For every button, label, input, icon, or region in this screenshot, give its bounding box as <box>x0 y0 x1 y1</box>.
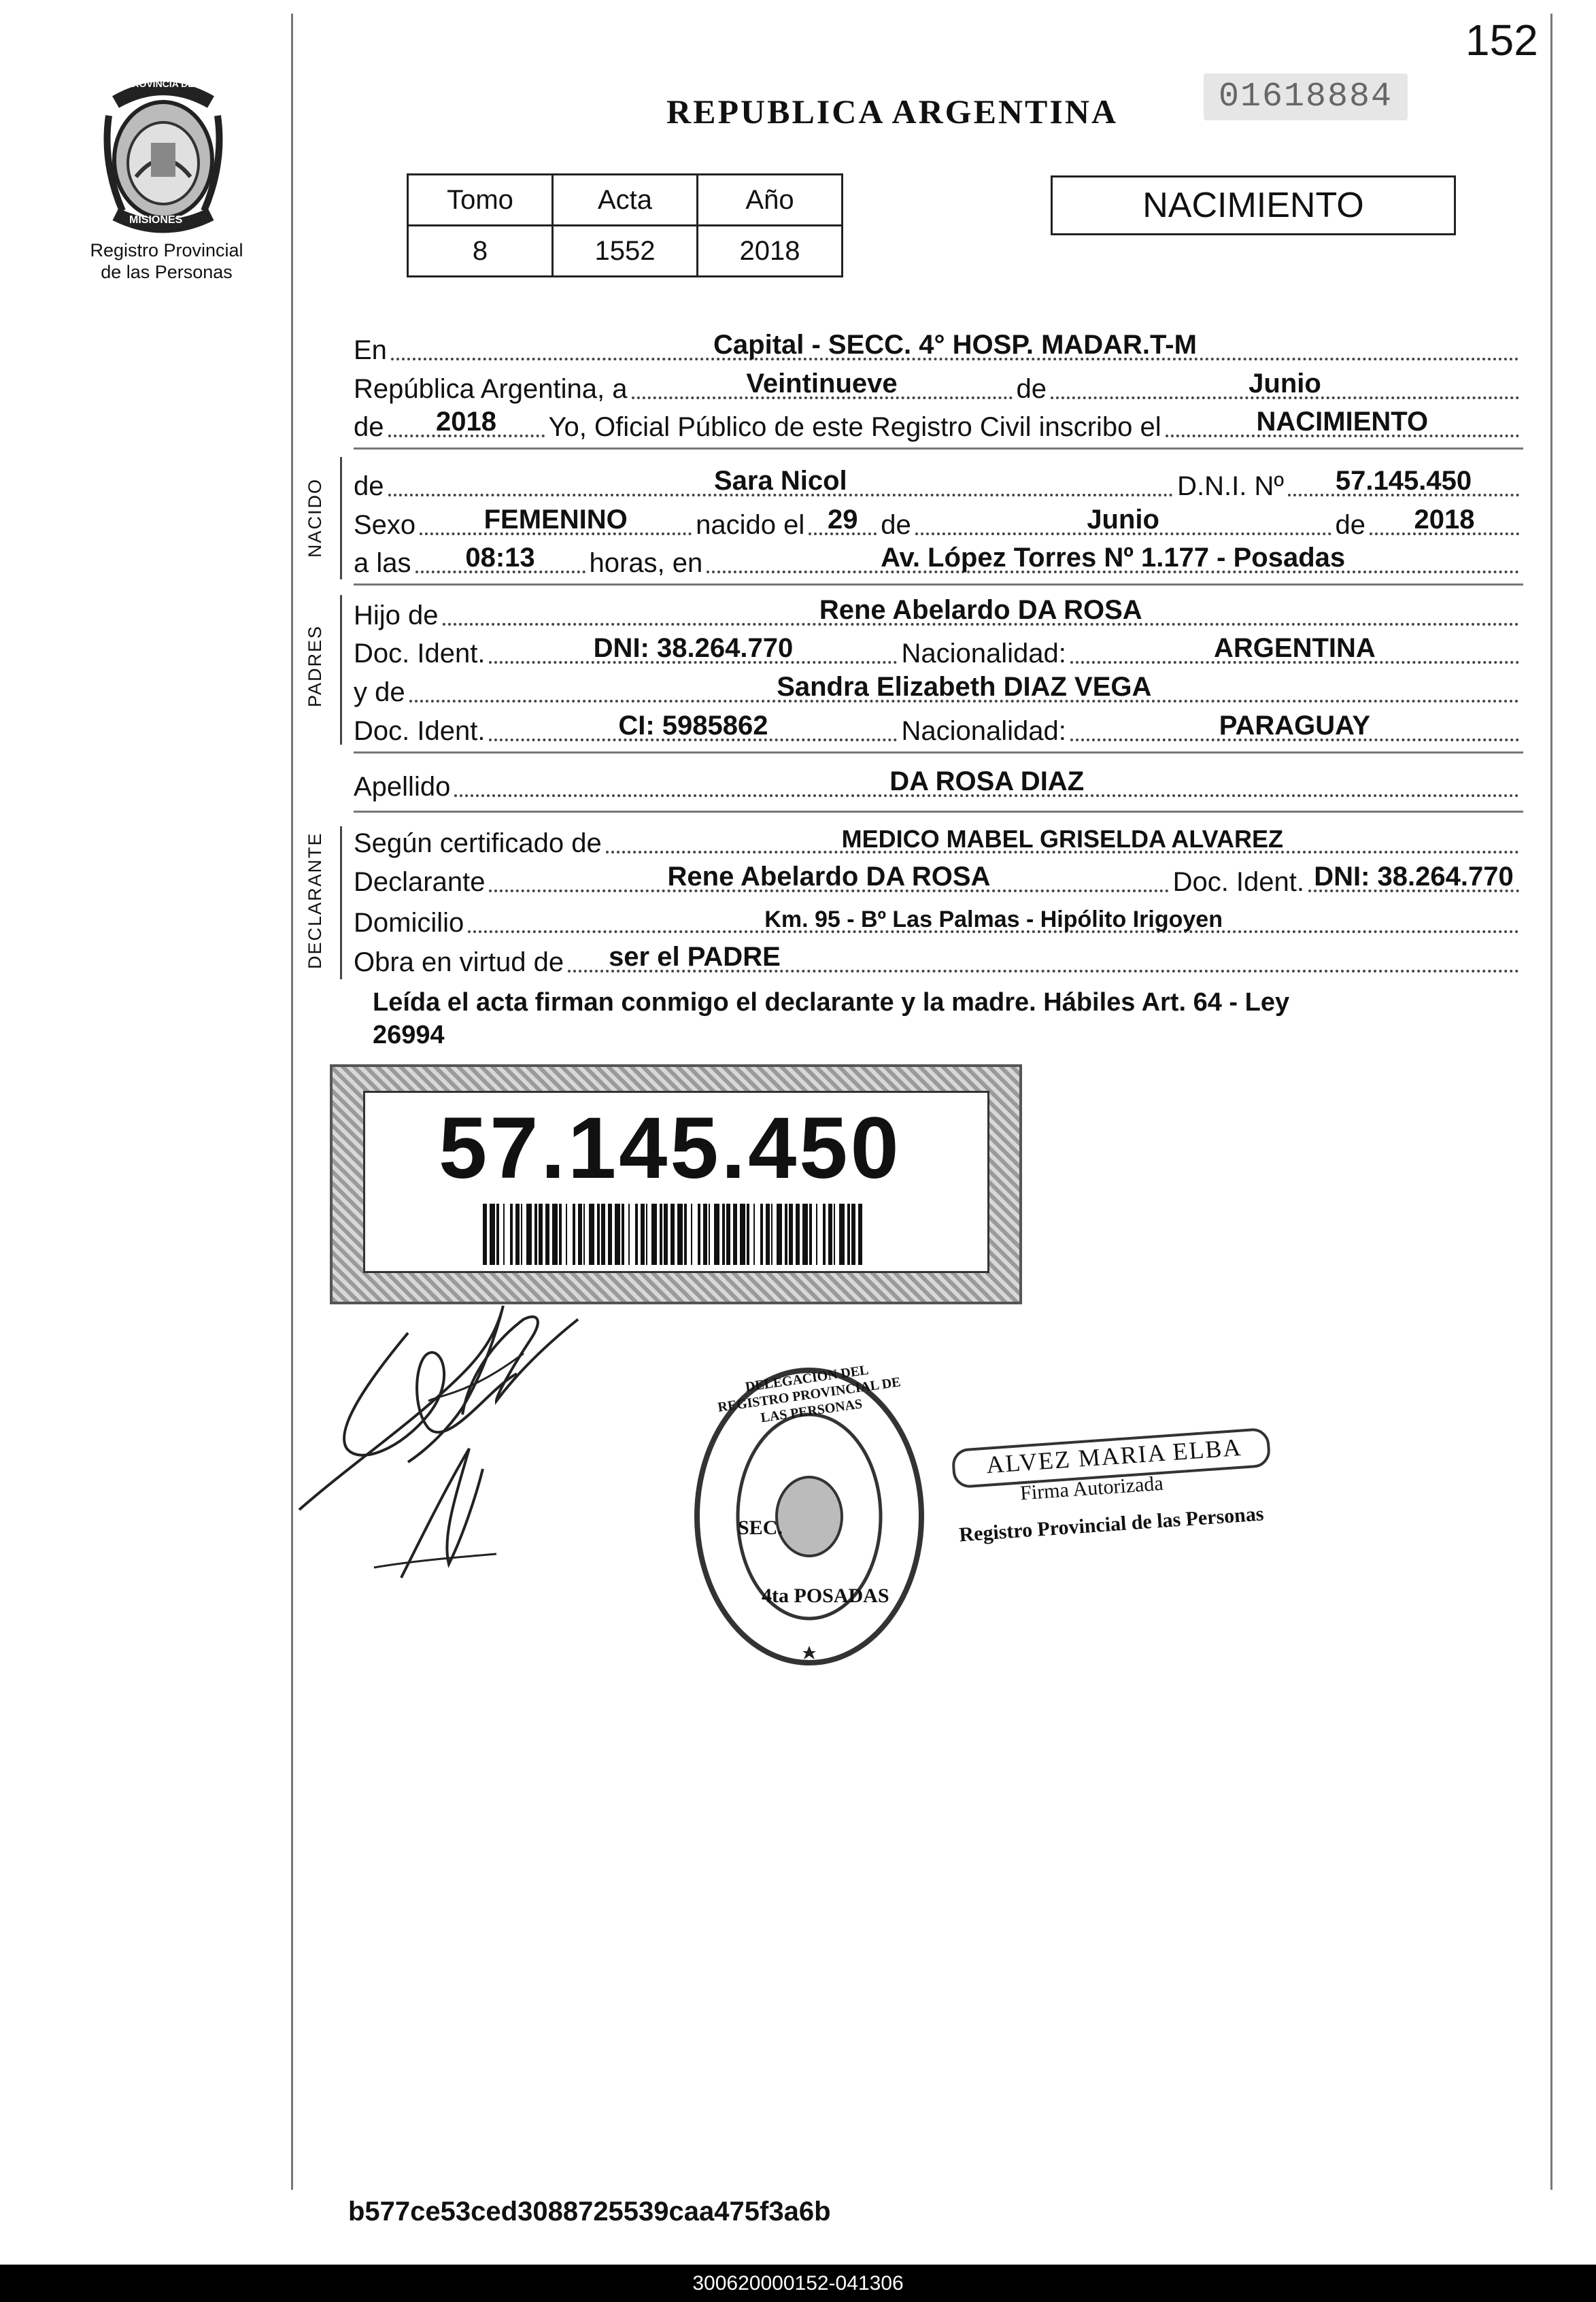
barcode-bar <box>615 1204 620 1265</box>
fill-father-doc <box>489 630 897 664</box>
province-emblem <box>88 75 238 238</box>
fill-mother-nat <box>1070 707 1519 741</box>
label-sexo: Sexo <box>354 510 416 540</box>
barcode-bar <box>589 1204 594 1265</box>
padres-section-bar <box>340 595 342 745</box>
seal-center-left: SEC. <box>738 1517 783 1539</box>
barcode-bar <box>534 1204 537 1265</box>
value-dni: 57.145.450 <box>1335 466 1472 496</box>
label-horas: horas, en <box>589 548 703 578</box>
registry-caption-line1: Registro Provincial <box>90 240 243 260</box>
fill-en <box>391 326 1519 360</box>
fill-cert <box>606 819 1519 853</box>
fill-father-nat <box>1070 630 1519 664</box>
value-en: Capital - SECC. 4° HOSP. MADAR.T-M <box>713 330 1197 360</box>
row-republica <box>354 365 1523 406</box>
record-header-acta: Acta <box>553 175 698 226</box>
barcode-bar <box>559 1204 562 1265</box>
row-declarante <box>354 858 1523 899</box>
seal-ring-text: DELEGACION DEL REGISTRO PROVINCIAL DE LAS PERSONAS <box>717 1362 902 1426</box>
value-apellido: DA ROSA DIAZ <box>889 766 1085 796</box>
label-a-las: a las <box>354 548 411 578</box>
label-father-nat: Nacionalidad: <box>901 639 1066 668</box>
record-header-ano: Año <box>698 175 843 226</box>
nacido-section-label: NACIDO <box>305 477 325 558</box>
row-domicilio <box>354 899 1523 940</box>
page-number: 152 <box>1465 16 1538 65</box>
value-father-doc: DNI: 38.264.770 <box>593 633 794 663</box>
label-nacido-de: de <box>354 471 384 501</box>
barcode-bar <box>622 1204 624 1265</box>
document-title: REPUBLICA ARGENTINA <box>666 92 1119 131</box>
value-year: 2018 <box>436 407 496 437</box>
row-father-doc <box>354 630 1523 671</box>
divider-1 <box>354 447 1523 450</box>
row-obra <box>354 938 1523 979</box>
label-hijo-de: Hijo de <box>354 600 439 630</box>
value-decl-doc: DNI: 38.264.770 <box>1314 862 1514 892</box>
label-de-year: de <box>354 412 384 442</box>
label-en: En <box>354 335 387 365</box>
barcode-bar <box>726 1204 730 1265</box>
divider-3 <box>354 751 1523 754</box>
row-mother-doc <box>354 707 1523 748</box>
label-mother-doc: Doc. Ident. <box>354 716 486 746</box>
registry-caption <box>68 239 265 283</box>
fill-time <box>415 539 585 573</box>
dni-barcode <box>483 1204 864 1265</box>
row-sexo <box>354 501 1523 542</box>
barcode-bar <box>709 1204 710 1265</box>
barcode-bar <box>552 1204 558 1265</box>
fill-declarante <box>489 858 1168 892</box>
barcode-bar <box>510 1204 513 1265</box>
registry-caption-line2: de las Personas <box>101 262 233 282</box>
barcode-bar <box>823 1204 826 1265</box>
legal-note-line2: 26994 <box>373 1021 445 1049</box>
barcode-bar <box>722 1204 725 1265</box>
barcode-bar <box>753 1204 755 1265</box>
declarante-section-bar <box>340 826 342 979</box>
fill-mother <box>409 668 1519 703</box>
barcode-bar <box>839 1204 845 1265</box>
label-nacido-el: nacido el <box>696 510 805 540</box>
label-decl-doc: Doc. Ident. <box>1172 867 1304 897</box>
barcode-bar <box>766 1204 770 1265</box>
document-hash: b577ce53ced3088725539caa475f3a6b <box>348 2197 831 2227</box>
value-mother-doc: CI: 5985862 <box>618 711 768 741</box>
official-name: ALVEZ MARIA ELBA <box>985 1433 1243 1479</box>
legal-note <box>373 986 1522 1051</box>
value-sexo: FEMENINO <box>483 505 628 535</box>
barcode-bar <box>578 1204 582 1265</box>
fill-act <box>1166 403 1519 437</box>
label-birth-de: de <box>881 510 911 540</box>
fill-apellido <box>454 763 1519 797</box>
barcode-bar <box>635 1204 638 1265</box>
barcode-bar <box>834 1204 835 1265</box>
barcode-bar <box>646 1204 647 1265</box>
record-header-tomo: Tomo <box>408 175 553 226</box>
barcode-bar <box>760 1204 763 1265</box>
fill-birth-day <box>809 501 877 535</box>
barcode-bar <box>847 1204 850 1265</box>
label-obra: Obra en virtud de <box>354 947 564 977</box>
value-name: Sara Nicol <box>714 466 847 496</box>
official-office: Registro Provincial de las Personas <box>958 1502 1265 1546</box>
barcode-bar <box>747 1204 749 1265</box>
seal-center-bottom: 4ta POSADAS <box>762 1585 889 1607</box>
barcode-bar <box>851 1204 855 1265</box>
barcode-bar <box>785 1204 787 1265</box>
barcode-bar <box>714 1204 719 1265</box>
barcode-bar <box>601 1204 605 1265</box>
barcode-bar <box>796 1204 800 1265</box>
value-cert: MEDICO MABEL GRISELDA ALVAREZ <box>841 825 1284 853</box>
fill-day <box>632 365 1013 399</box>
legal-note-line1: Leída el acta firman conmigo el declarante y la madre. Hábiles Art. 64 - Ley <box>373 988 1290 1017</box>
fill-sexo <box>420 501 692 535</box>
row-mother <box>354 668 1523 709</box>
barcode-bar <box>515 1204 520 1265</box>
value-birth-day: 29 <box>828 505 858 535</box>
label-dni: D.N.I. Nº <box>1177 471 1284 501</box>
record-table-header-row <box>408 175 843 226</box>
label-cert: Según certificado de <box>354 828 602 858</box>
padres-section-label: PADRES <box>305 624 325 707</box>
official-role: Firma Autorizada <box>1019 1472 1164 1505</box>
emblem-text-bottom: MISIONES <box>129 214 183 226</box>
barcode-bar <box>490 1204 495 1265</box>
dni-card-number: 57.145.450 <box>439 1100 902 1197</box>
fill-year <box>388 403 545 437</box>
barcode-bar <box>677 1204 683 1265</box>
row-cert <box>354 819 1523 860</box>
barcode-bar <box>740 1204 745 1265</box>
value-day: Veintinueve <box>746 369 898 399</box>
fill-dni <box>1288 462 1519 496</box>
barcode-bar <box>691 1204 692 1265</box>
value-declarante: Rene Abelardo DA ROSA <box>667 862 991 892</box>
label-father-doc: Doc. Ident. <box>354 639 486 668</box>
record-table <box>407 173 843 277</box>
barcode-bar <box>771 1204 772 1265</box>
row-father <box>354 592 1523 632</box>
label-domicilio: Domicilio <box>354 908 464 938</box>
barcode-bar <box>809 1204 812 1265</box>
fill-father <box>443 592 1519 626</box>
divider-4 <box>354 811 1523 813</box>
record-value-acta: 1552 <box>553 226 698 277</box>
row-en <box>354 326 1523 367</box>
right-margin-line <box>1550 14 1552 2190</box>
fill-birth-year <box>1370 501 1519 535</box>
barcode-bar <box>703 1204 707 1265</box>
barcode-bar <box>526 1204 532 1265</box>
record-table-value-row <box>408 226 843 277</box>
value-domicilio: Km. 95 - Bº Las Palmas - Hipólito Irigoyen <box>764 907 1223 932</box>
fill-obra <box>568 938 1519 972</box>
record-value-ano: 2018 <box>698 226 843 277</box>
barcode-bar <box>628 1204 630 1265</box>
label-mother-nat: Nacionalidad: <box>901 716 1066 746</box>
barcode-bar <box>664 1204 668 1265</box>
label-republica: República Argentina, a <box>354 374 628 404</box>
value-time: 08:13 <box>465 543 535 573</box>
barcode-bar <box>496 1204 499 1265</box>
oficial-text: Yo, Oficial Público de este Registro Civil inscribo el <box>548 412 1161 442</box>
barcode-bar <box>670 1204 675 1265</box>
barcode-bar <box>521 1204 522 1265</box>
label-birth-de-year: de <box>1335 510 1365 540</box>
barcode-bar <box>641 1204 645 1265</box>
barcode-bar <box>828 1204 832 1265</box>
value-father-nat: ARGENTINA <box>1214 633 1376 663</box>
value-birth-year: 2018 <box>1414 505 1475 535</box>
barcode-bar <box>733 1204 737 1265</box>
barcode-bar <box>802 1204 808 1265</box>
divider-2 <box>354 583 1523 586</box>
barcode-bar <box>483 1204 487 1265</box>
fill-place <box>707 539 1519 573</box>
value-place: Av. López Torres Nº 1.177 - Posadas <box>881 543 1346 573</box>
left-margin-line <box>291 14 293 2190</box>
value-mother: Sandra Elizabeth DIAZ VEGA <box>777 672 1152 702</box>
value-obra: ser el PADRE <box>609 942 781 972</box>
barcode-bar <box>789 1204 793 1265</box>
barcode-bar <box>777 1204 782 1265</box>
fill-month <box>1051 365 1519 399</box>
barcode-bar <box>858 1204 862 1265</box>
barcode-bar <box>503 1204 505 1265</box>
row-nacido-name <box>354 462 1523 503</box>
emblem-text-top: PROVINCIA DE <box>126 78 194 89</box>
footer-id: 300620000152-041306 <box>692 2272 904 2295</box>
value-mother-nat: PARAGUAY <box>1219 711 1371 741</box>
value-act: NACIMIENTO <box>1256 407 1429 437</box>
fill-decl-doc <box>1308 858 1519 892</box>
barcode-bar <box>545 1204 549 1265</box>
declarant-signature <box>292 1292 619 1605</box>
label-declarante: Declarante <box>354 867 486 897</box>
barcode-bar <box>651 1204 657 1265</box>
row-hora <box>354 539 1523 580</box>
fill-birth-month <box>915 501 1331 535</box>
value-month: Junio <box>1249 369 1321 399</box>
barcode-bar <box>597 1204 600 1265</box>
label-de-month: de <box>1016 374 1047 404</box>
barcode-bar <box>573 1204 575 1265</box>
label-apellido: Apellido <box>354 772 451 802</box>
fill-name <box>388 462 1174 496</box>
value-father: Rene Abelardo DA ROSA <box>819 595 1142 625</box>
barcode-bar <box>583 1204 585 1265</box>
record-type-box: NACIMIENTO <box>1051 175 1456 235</box>
row-year <box>354 403 1523 444</box>
barcode-bar <box>660 1204 662 1265</box>
barcode-bar <box>698 1204 700 1265</box>
barcode-bar <box>608 1204 612 1265</box>
serial-number: 01618884 <box>1204 73 1408 120</box>
declarante-section-label: DECLARANTE <box>305 832 325 969</box>
row-apellido <box>354 763 1523 804</box>
value-birth-month: Junio <box>1087 505 1159 535</box>
record-value-tomo: 8 <box>408 226 553 277</box>
footer-id-bar <box>0 2265 1596 2302</box>
barcode-bar <box>684 1204 687 1265</box>
barcode-bar <box>816 1204 817 1265</box>
fill-domicilio <box>468 899 1519 933</box>
barcode-bar <box>566 1204 567 1265</box>
nacido-section-bar <box>340 457 342 579</box>
barcode-bar <box>539 1204 543 1265</box>
label-y-de: y de <box>354 677 405 707</box>
fill-mother-doc <box>489 707 897 741</box>
